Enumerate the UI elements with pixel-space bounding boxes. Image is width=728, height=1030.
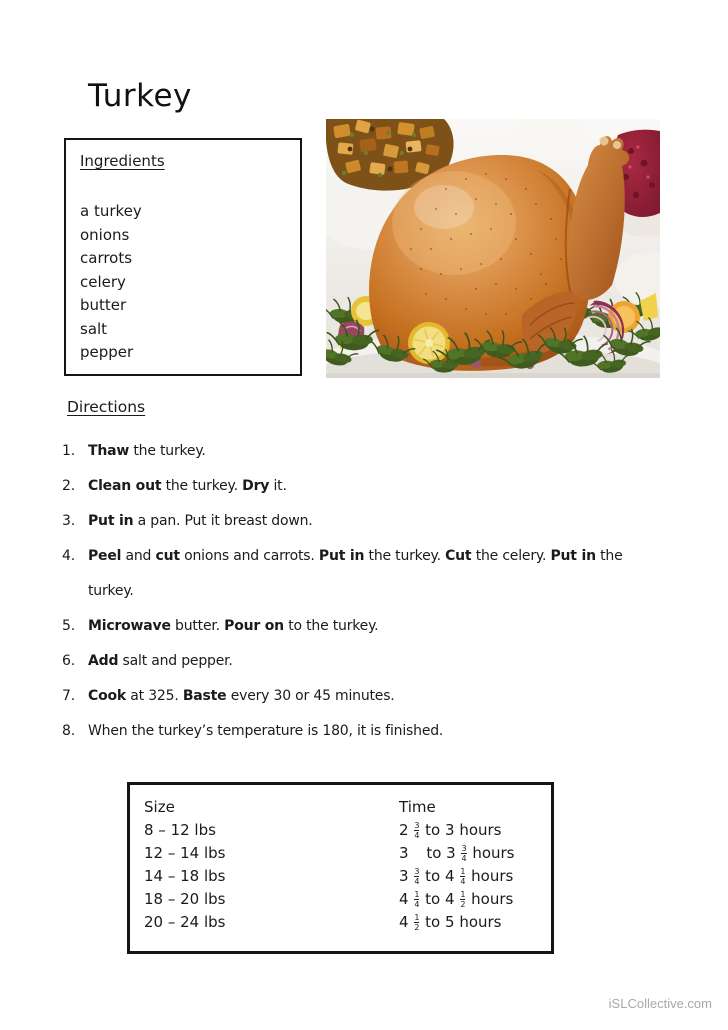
fraction-denominator: 4 (414, 877, 420, 886)
size-cell: 18 – 20 lbs (144, 890, 226, 908)
size-cell: 14 – 18 lbs (144, 867, 226, 885)
size-cell: 20 – 24 lbs (144, 913, 226, 931)
ingredients-heading: Ingredients (80, 152, 165, 170)
ingredient-item: carrots (80, 249, 133, 267)
step-text: Thaw the turkey. (88, 443, 206, 459)
direction-step (62, 644, 702, 679)
directions-heading: Directions (67, 398, 146, 416)
roasted-turkey-photo (326, 119, 660, 378)
turkey-photo-illustration (326, 119, 660, 378)
step-text: Put in a pan. Put it breast down. (88, 513, 313, 529)
step-text: Add salt and pepper. (88, 653, 233, 669)
fraction-numerator: 3 (414, 821, 420, 830)
step-number: 7. (62, 688, 75, 704)
fraction-numerator: 1 (414, 890, 420, 899)
fraction-numerator: 3 (414, 867, 420, 876)
step-number: 6. (62, 653, 75, 669)
step-number: 2. (62, 478, 75, 494)
time-cell: 4 $\frac{1}{4}$ to 4 $\frac{1}{2}$ hours (399, 890, 514, 909)
table-header-row (144, 796, 551, 819)
fraction (414, 822, 419, 840)
step-text: Clean out the turkey. Dry it. (88, 478, 287, 494)
table-body (144, 819, 551, 934)
step-text: Cook at 325. Baste every 30 or 45 minutes. (88, 688, 395, 704)
size-cell: 12 – 14 lbs (144, 844, 226, 862)
table-row (144, 865, 551, 888)
fraction-denominator: 4 (461, 854, 467, 863)
size-cell: 8 – 12 lbs (144, 821, 216, 839)
page-title: Turkey (88, 78, 192, 114)
fraction (461, 845, 466, 863)
step-number: 1. (62, 443, 75, 459)
fraction (460, 868, 465, 886)
ingredient-item: pepper (80, 343, 134, 361)
fraction (414, 868, 419, 886)
size-column-header: Size (144, 798, 175, 816)
ingredients-list (80, 200, 292, 365)
step-number: 4. (62, 548, 75, 564)
direction-step (62, 434, 702, 469)
fraction (460, 891, 465, 909)
table-row (144, 911, 551, 934)
fraction-denominator: 2 (414, 923, 420, 932)
ingredient-item: butter (80, 296, 127, 314)
islcollective-watermark: iSLCollective.com (608, 996, 712, 1011)
direction-step (62, 539, 702, 609)
time-cell: 4 $\frac{1}{2}$ to 5 hours (399, 913, 502, 932)
fraction-denominator: 4 (414, 900, 420, 909)
time-cell: 3 to 3 $\frac{3}{4}$ hours (399, 844, 515, 863)
fraction-numerator: 1 (460, 867, 466, 876)
table-row (144, 888, 551, 911)
ingredients-box (64, 138, 302, 376)
direction-step (62, 469, 702, 504)
fraction-numerator: 1 (460, 890, 466, 899)
step-text: Peel and cut onions and carrots. Put in the turkey. Cut the celery. Put in the turkey. (88, 548, 623, 599)
time-column-header: Time (399, 798, 436, 816)
step-text: When the turkey’s temperature is 180, it is finished. (88, 723, 444, 739)
direction-step (62, 714, 702, 749)
step-number: 3. (62, 513, 75, 529)
fraction (414, 891, 419, 909)
ingredient-item: onions (80, 225, 130, 244)
fraction-denominator: 4 (460, 877, 466, 886)
fraction (414, 914, 419, 932)
table-row (144, 819, 551, 842)
time-cell: 3 $\frac{3}{4}$ to 4 $\frac{1}{4}$ hours (399, 867, 514, 886)
direction-step (62, 609, 702, 644)
cooking-time-table (127, 782, 554, 954)
direction-step (62, 679, 702, 714)
step-number: 5. (62, 618, 75, 634)
fraction-denominator: 4 (414, 831, 420, 840)
ingredient-item: salt (80, 319, 108, 338)
ingredient-item: a turkey (80, 202, 142, 220)
fraction-denominator: 2 (460, 900, 466, 909)
step-text: Microwave butter. Pour on to the turkey. (88, 618, 379, 634)
fraction-numerator: 1 (414, 913, 420, 922)
table-row (144, 842, 551, 865)
ingredient-item: celery (80, 272, 126, 291)
direction-step (62, 504, 702, 539)
directions-list (62, 434, 702, 749)
step-number: 8. (62, 723, 75, 739)
fraction-numerator: 3 (461, 844, 467, 853)
time-cell: 2 $\frac{3}{4}$ to 3 hours (399, 821, 502, 840)
